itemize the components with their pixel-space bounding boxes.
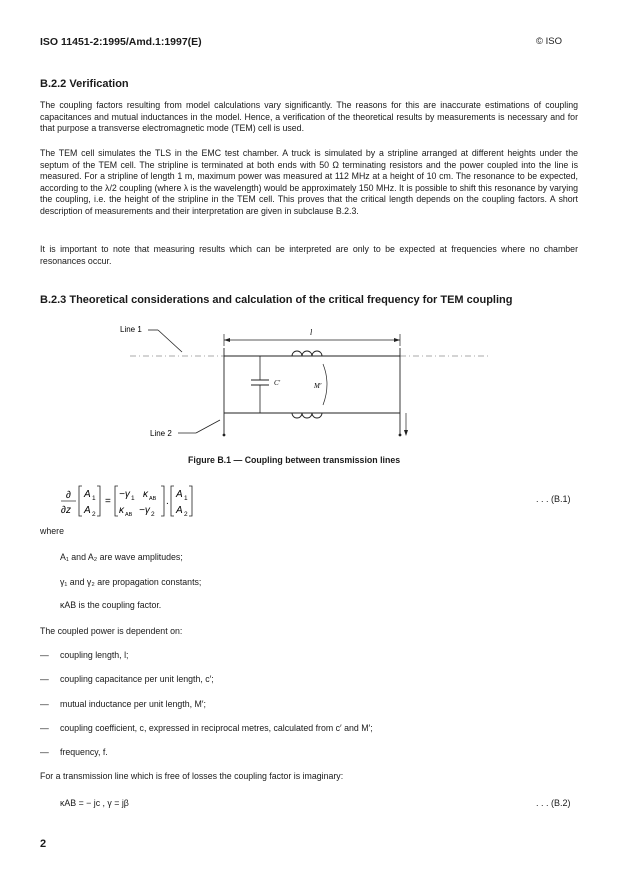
equation-b2-number: . . . (B.2) [536, 798, 571, 808]
paragraph-b22-1: The coupling factors resulting from model calculations vary significantly. The reasons for this are inaccurate estimations of coupling capacitances and mutual inductances in the model. Hence, a verification of the theoretical results by measurements is necessary and for that purpose a transverse electromagnetic mode (TEM) cell is used. [40, 100, 578, 134]
svg-text:.: . [166, 496, 169, 507]
equation-b1 [60, 482, 210, 522]
definition-wave-amplitudes: A₁ and A₂ are wave amplitudes; [60, 552, 183, 562]
paragraph-b22-2: The TEM cell simulates the TLS in the EMC test chamber. A truck is simulated by a stripline arranged at different heights under the septum of the TEM cell. The stripline is terminated at both ends with 50 Ω terminating resistors and the power coupled into the line is measured. For a stripline of length 1 m, maximum power was measured at 112 MHz at a height of 10 cm. The resonance to be expected, according to the λ/2 coupling (where λ is the wavelength) would be approximately 150 MHz. It is possible to shift this resonance by varying the coupling, i.e. the height of the stripline in the TEM cell. This proves that the critical length depends on the coupling factors. A short description of measurements and their interpretation are given in subclause B.2.3. [40, 148, 578, 216]
line1-label: Line 1 [120, 325, 142, 334]
eq1-a2-sub: 2 [92, 511, 96, 518]
paragraph-b22-3: It is important to note that measuring results which can be interpreted are only to be expected at frequencies where no chamber resonances occur. [40, 244, 578, 266]
length-label: l [310, 328, 313, 337]
list-item-dash: — [40, 674, 49, 684]
eq1-rhs-a2: A [176, 505, 183, 516]
eq1-lhs-numerator: ∂ [66, 490, 71, 501]
heading-b23: B.2.3 Theoretical considerations and calculation of the critical frequency for TEM coupling [40, 294, 513, 306]
eq1-m12: κ [143, 489, 148, 500]
coupled-power-intro: The coupled power is dependent on: [40, 626, 183, 636]
eq1-rhs-a1-sub: 1 [184, 495, 188, 502]
where-label: where [40, 526, 64, 536]
equation-b2: κAB = − jc , γ = jβ [60, 798, 129, 808]
list-item-coupling-coefficient: coupling coefficient, c, expressed in reciprocal metres, calculated from c′ and M′; [60, 723, 373, 733]
list-item-dash: — [40, 747, 49, 757]
eq1-m21-sub: AB [125, 512, 133, 518]
page-number: 2 [40, 838, 47, 850]
eq1-m22: −γ [139, 505, 150, 516]
list-item-dash: — [40, 650, 49, 660]
copyright-notice: © ISO [536, 36, 563, 47]
capacitance-label: C′ [274, 379, 281, 387]
eq1-rhs-a1: A [176, 489, 183, 500]
document-id: ISO 11451-2:1995/Amd.1:1997(E) [40, 36, 202, 48]
heading-b22: B.2.2 Verification [40, 78, 129, 90]
definition-coupling-factor: κAB is the coupling factor. [60, 600, 162, 610]
list-item-coupling-length: coupling length, l; [60, 650, 129, 660]
list-item-coupling-capacitance: coupling capacitance per unit length, c′; [60, 674, 214, 684]
eq1-m11-sub: 1 [131, 495, 135, 502]
eq1-a1: A [84, 489, 91, 500]
eq1-rhs-a2-sub: 2 [184, 511, 188, 518]
coupling-diagram [110, 320, 510, 445]
eq1-a2: A [84, 505, 91, 516]
mutual-inductance-label: M′ [314, 382, 322, 390]
equation-b1-number: . . . (B.1) [536, 494, 571, 504]
list-item-dash: — [40, 723, 49, 733]
eq1-m11: −γ [119, 489, 130, 500]
list-item-dash: — [40, 699, 49, 709]
line2-label: Line 2 [150, 429, 172, 438]
eq1-m21: κ [119, 505, 124, 516]
lossless-intro: For a transmission line which is free of losses the coupling factor is imaginary: [40, 771, 344, 781]
eq1-m22-sub: 2 [151, 511, 155, 518]
eq1-m12-sub: AB [149, 496, 157, 502]
eq1-lhs-denominator: ∂z [61, 505, 71, 516]
eq1-a1-sub: 1 [92, 495, 96, 502]
figure-caption: Figure B.1 — Coupling between transmission lines [188, 455, 401, 465]
definition-propagation-constants: γ₁ and γ₂ are propagation constants; [60, 577, 202, 587]
svg-text:=: = [105, 496, 111, 507]
list-item-frequency: frequency, f. [60, 747, 108, 757]
list-item-mutual-inductance: mutual inductance per unit length, M′; [60, 699, 206, 709]
